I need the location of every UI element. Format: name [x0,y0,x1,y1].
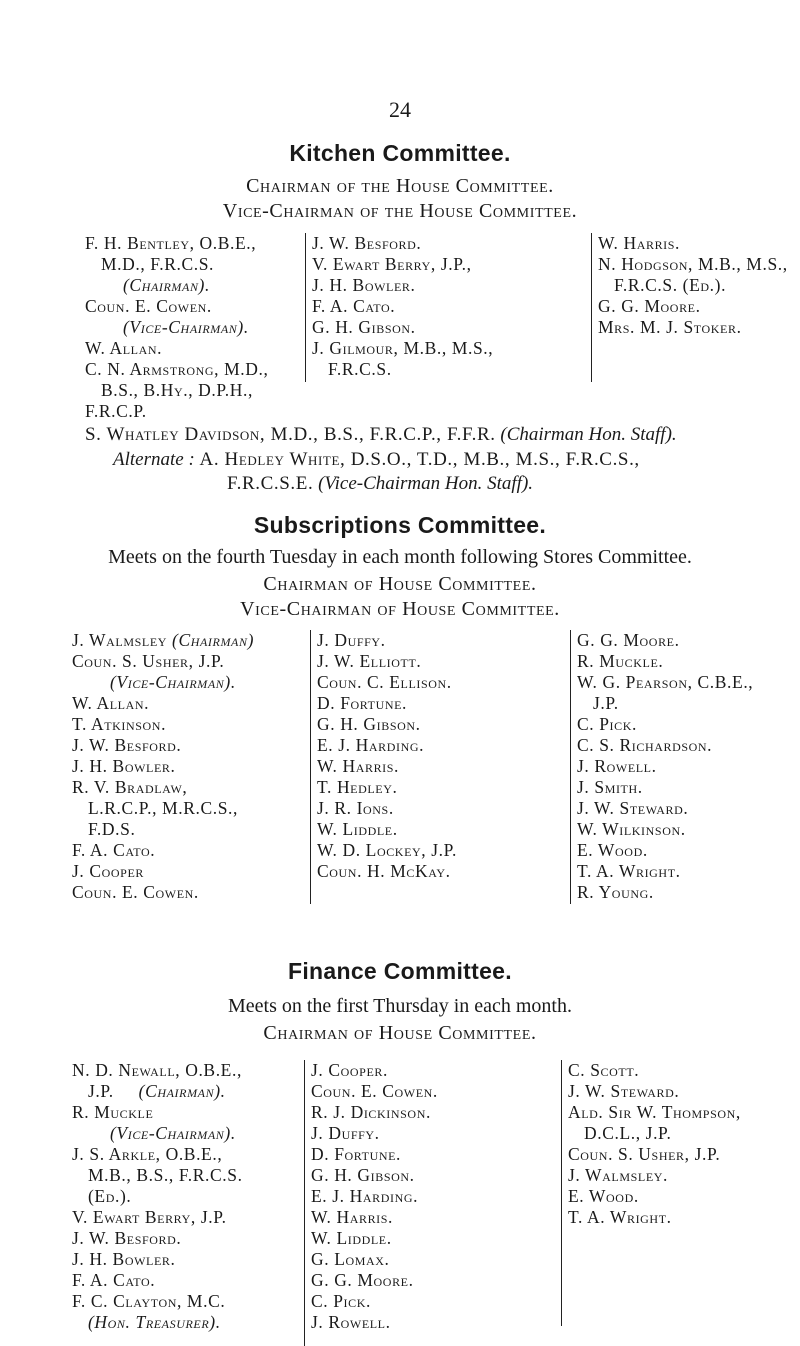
member-line: J. W. Besford. [72,735,182,755]
member-line: J. Walmsley. [568,1165,669,1185]
member-line: T. A. Wright. [568,1207,672,1227]
davidson-name: S. Whatley Davidson, M.D., B.S., F.R.C.P., F.F.R. [85,424,496,445]
member-line: E. Wood. [568,1186,639,1206]
finance-col-2 [304,1060,561,1346]
member-line: G. G. Moore. [577,630,680,650]
member-line: E. Wood. [577,840,648,860]
member-line: W. Harris. [598,233,681,253]
alternate-label: Alternate : [113,449,195,470]
kitchen-members [85,233,796,422]
member-line: J. W. Elliott. [317,651,422,671]
kitchen-chairman-line: Chairman of the House Committee. [246,175,554,197]
member-line: J. Smith. [577,777,643,797]
member-line: J. W. Steward. [577,798,689,818]
member-line: L.R.C.P., M.R.C.S., [88,798,238,818]
member-line: J. Rowell. [577,756,657,776]
member-role: (Chairman). [123,275,210,295]
member-line: J. W. Steward. [568,1081,680,1101]
finance-members [72,1060,791,1346]
member-line: J. S. Arkle, O.B.E., [72,1144,223,1164]
member-line: V. Ewart Berry, J.P., [312,254,472,274]
member-line: C. Pick. [577,714,637,734]
member-line: J. H. Bowler. [312,275,416,295]
member-line: E. J. Harding. [317,735,425,755]
member-line: W. Liddle. [311,1228,392,1248]
subscriptions-col-2 [310,630,570,904]
subscriptions-col-3 [570,630,792,904]
member-line: J. Duffy. [311,1123,380,1143]
finance-chairman-line: Chairman of House Committee. [263,1022,537,1044]
member-line: V. Ewart Berry, J.P. [72,1207,227,1227]
kitchen-vice-chairman-line: Vice-Chairman of the House Committee. [222,200,578,222]
member-line: T. Hedley. [317,777,398,797]
member-line: J. W. Besford. [72,1228,182,1248]
member-line: G. G. Moore. [311,1270,414,1290]
member-line: W. Allan. [85,338,163,358]
member-line: W. Wilkinson. [577,819,686,839]
member-line: J. W. Besford. [312,233,422,253]
member-line: J. Gilmour, M.B., M.S., [312,338,494,358]
member-line: F. A. Cato. [312,296,396,316]
member-line: J. Duffy. [317,630,386,650]
subscriptions-members [72,630,792,904]
member-line: J. Cooper [72,861,144,881]
member-line: Coun. H. McKay. [317,861,451,881]
member-line: J.P. (Chairman). [88,1081,226,1101]
member-line: G. Lomax. [311,1249,390,1269]
member-line: (Ed.). [88,1186,132,1206]
davidson-role: (Chairman Hon. Staff). [500,424,677,445]
member-line: R. V. Bradlaw, [72,777,188,797]
member-line: R. Muckle [72,1102,154,1122]
member-line: F.R.C.S. [328,359,392,379]
member-line: F.D.S. [88,819,136,839]
member-line: G. H. Gibson. [317,714,421,734]
member-line: N. D. Newall, O.B.E., [72,1060,242,1080]
alternate-name-cont: F.R.C.S.E. [227,473,314,494]
member-line: F. H. Bentley, O.B.E., [85,233,257,253]
member-line: E. J. Harding. [311,1186,419,1206]
page-number: 24 [389,97,411,122]
member-line: J. Rowell. [311,1312,391,1332]
member-line: N. Hodgson, M.B., M.S., [598,254,788,274]
member-line: J. Cooper. [311,1060,388,1080]
member-line: C. N. Armstrong, M.D., [85,359,269,379]
subscriptions-col-1 [72,630,310,904]
member-line: R. Young. [577,882,654,902]
member-line: B.S., B.Hy., D.P.H., [101,380,253,400]
member-line: F.R.C.P. [85,401,147,421]
alternate-name: A. Hedley White, D.S.O., T.D., M.B., M.S., F.R.C.S., [199,449,640,470]
member-role: (Hon. Treasurer). [88,1312,221,1332]
member-line: Coun. E. Cowen. [72,882,199,902]
subscriptions-vice-chairman-line: Vice-Chairman of House Committee. [240,598,560,620]
alternate-role: (Vice-Chairman Hon. Staff). [318,473,534,494]
kitchen-col-3 [591,233,796,382]
finance-meets: Meets on the first Thursday in each month. [227,995,572,1017]
member-line: J. Walmsley (Chairman) [72,630,254,650]
member-line: D.C.L., J.P. [584,1123,672,1143]
member-line: W. Liddle. [317,819,398,839]
member-line: C. S. Richardson. [577,735,713,755]
member-role: (Vice-Chairman). [110,672,236,692]
member-line: W. Harris. [311,1207,394,1227]
member-role: (Vice-Chairman). [110,1123,236,1143]
member-line: W. Allan. [72,693,150,713]
member-line: W. Harris. [317,756,400,776]
member-line: Coun. S. Usher, J.P. [568,1144,721,1164]
member-line: C. Scott. [568,1060,640,1080]
subscriptions-meets: Meets on the fourth Tuesday in each month following Stores Committee. [108,546,692,568]
member-line: R. J. Dickinson. [311,1102,431,1122]
kitchen-committee-title: Kitchen Committee. [289,140,511,166]
member-line: M.B., B.S., F.R.C.S. [88,1165,243,1185]
member-line: D. Fortune. [311,1144,402,1164]
member-line: W. D. Lockey, J.P. [317,840,457,860]
kitchen-col-1 [85,233,305,422]
member-role: (Vice-Chairman). [123,317,249,337]
subscriptions-chairman-line: Chairman of House Committee. [263,573,537,595]
member-line: J. H. Bowler. [72,756,176,776]
member-line: Ald. Sir W. Thompson, [568,1102,741,1122]
kitchen-davidson-line [85,424,677,446]
finance-committee-title: Finance Committee. [288,958,512,984]
member-line: W. G. Pearson, C.B.E., [577,672,754,692]
member-line: R. Muckle. [577,651,664,671]
member-line: D. Fortune. [317,693,408,713]
kitchen-alternate-line-2 [227,473,533,495]
member-line: T. Atkinson. [72,714,167,734]
finance-col-3 [561,1060,791,1326]
kitchen-col-2 [305,233,591,382]
member-line: J.P. [593,693,619,713]
member-line: M.D., F.R.C.S. [101,254,215,274]
member-line: T. A. Wright. [577,861,681,881]
member-line: Coun. S. Usher, J.P. [72,651,225,671]
member-line: J. R. Ions. [317,798,394,818]
member-line: G. H. Gibson. [311,1165,415,1185]
member-line: Coun. E. Cowen. [311,1081,438,1101]
finance-col-1 [72,1060,304,1346]
member-line: Coun. E. Cowen. [85,296,212,316]
member-line: F.R.C.S. (Ed.). [614,275,727,295]
member-line: G. G. Moore. [598,296,701,316]
member-line: F. A. Cato. [72,1270,156,1290]
member-line: G. H. Gibson. [312,317,416,337]
kitchen-alternate-line [113,449,640,471]
member-line: Mrs. M. J. Stoker. [598,317,742,337]
member-line: F. C. Clayton, M.C. [72,1291,226,1311]
member-line: J. H. Bowler. [72,1249,176,1269]
member-line: F. A. Cato. [72,840,156,860]
subscriptions-committee-title: Subscriptions Committee. [253,512,547,538]
member-line: Coun. C. Ellison. [317,672,452,692]
member-line: C. Pick. [311,1291,371,1311]
